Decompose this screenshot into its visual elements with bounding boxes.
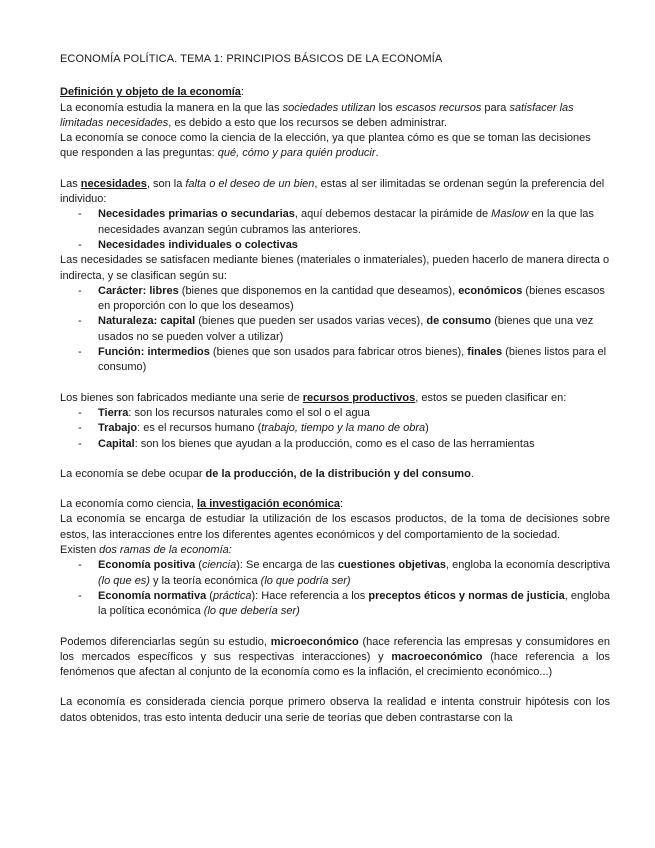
paragraph bbox=[60, 101, 610, 132]
bienes-list bbox=[60, 284, 610, 376]
keyword: microeconómico bbox=[270, 635, 359, 648]
text: : es el recursos humano ( bbox=[137, 422, 262, 435]
text: . bbox=[470, 467, 474, 480]
keyword: Función: intermedios bbox=[98, 346, 210, 359]
keyword: Tierra bbox=[98, 406, 129, 419]
recursos-list bbox=[60, 406, 610, 452]
paragraph-recursos bbox=[60, 391, 610, 406]
keyword: recursos productivos bbox=[302, 391, 416, 404]
text-italic: práctica bbox=[212, 589, 252, 602]
text: (bienes que son usados para fabricar otros bienes), bbox=[209, 346, 468, 359]
text: Las bbox=[60, 177, 81, 190]
keyword: Trabajo bbox=[98, 422, 138, 435]
text: (bienes listos para el consumo) bbox=[98, 346, 607, 374]
keyword: macroeconómico bbox=[391, 650, 483, 663]
text: (hace referencia a los fenómenos que afectan al conjunto de la economía como es la inflación, el crecimiento económico...) bbox=[60, 650, 611, 679]
list-item bbox=[60, 406, 610, 421]
text: ( bbox=[206, 589, 213, 602]
text-italic: trabajo, tiempo y la mano de obra bbox=[261, 422, 426, 435]
text: : son los bienes que ayudan a la producción, como es el caso de las herramientas bbox=[134, 437, 535, 450]
paragraph: Las necesidades se satisfacen mediante bienes (materiales o inmateriales), pueden hacerlo de manera directa o indirecta, y se clasifican según su: bbox=[60, 254, 610, 282]
text: (bienes que pueden ser usados varias veces), bbox=[195, 315, 427, 328]
text: Existen bbox=[60, 544, 100, 557]
document-title: ECONOMÍA POLÍTICA. TEMA 1: PRINCIPIOS BÁSICOS DE LA ECONOMÍA bbox=[60, 53, 443, 65]
necesidades-list bbox=[60, 207, 610, 253]
paragraph bbox=[60, 543, 610, 558]
ramas-list bbox=[60, 558, 610, 619]
keyword: Necesidades primarias o secundarias bbox=[98, 208, 295, 221]
text: La economía se debe ocupar bbox=[60, 467, 206, 480]
list-item bbox=[60, 421, 610, 436]
paragraph-ocupacion bbox=[60, 467, 610, 482]
keyword: finales bbox=[467, 346, 503, 359]
paragraph: La economía se encarga de estudiar la utilización de los escasos productos, de la toma de decisiones sobre estos, las interacciones entre los diferentes agentes económicos y del comportamiento de la sociedad. bbox=[60, 513, 610, 541]
document-page bbox=[60, 52, 610, 726]
text: , estas al ser ilimitadas se ordenan según la preferencia del individuo: bbox=[60, 177, 605, 206]
text: , son la bbox=[146, 177, 186, 190]
paragraph bbox=[60, 131, 610, 162]
paragraph-ciencia: La economía es considerada ciencia porque primero observa la realidad e intenta construir hipótesis con los datos obtenidos, tras esto intenta deducir una serie de teorías que deben contrastarse con la bbox=[60, 696, 610, 724]
heading-text: Definición y objeto de la economía bbox=[60, 86, 241, 99]
text: y la teoría económica bbox=[149, 574, 261, 587]
text: (bienes que disponemos en la cantidad que deseamos), bbox=[178, 284, 459, 297]
keyword: Economía positiva bbox=[98, 559, 196, 572]
text: (bienes que una vez usados no se pueden volver a utilizar) bbox=[98, 315, 594, 343]
text-italic: dos ramas de la economía: bbox=[99, 544, 232, 557]
text-italic: (lo que es) bbox=[98, 574, 150, 587]
list-item bbox=[60, 589, 610, 620]
text-italic: ciencia bbox=[201, 559, 237, 572]
text: , es debido a esto que los recursos se deben administrar. bbox=[168, 116, 448, 129]
text: ): Hace referencia a los bbox=[251, 589, 369, 602]
text: ) bbox=[425, 422, 429, 435]
text: : bbox=[340, 498, 344, 511]
paragraph-investigacion bbox=[60, 497, 610, 512]
list-item bbox=[60, 207, 610, 238]
keyword: Carácter: libres bbox=[98, 284, 179, 297]
paragraph-necesidades bbox=[60, 177, 610, 208]
list-item bbox=[60, 558, 610, 589]
list-item bbox=[60, 314, 610, 345]
list-item bbox=[60, 345, 610, 376]
text: ): Se encarga de las bbox=[236, 559, 338, 572]
text-italic: (lo que debería ser) bbox=[203, 605, 300, 618]
text: (bienes escasos en proporción con lo que los deseamos) bbox=[98, 284, 605, 313]
heading-colon: : bbox=[240, 86, 244, 99]
keyword: necesidades bbox=[80, 177, 147, 190]
keyword: Capital bbox=[98, 437, 135, 450]
keyword: cuestiones objetivas bbox=[337, 559, 447, 572]
keyword: de la producción, de la distribución y del consumo bbox=[205, 467, 471, 480]
text: La economía como ciencia, bbox=[60, 498, 197, 511]
keyword: preceptos éticos y normas de justicia bbox=[368, 589, 565, 602]
text: , engloba la política económica bbox=[98, 589, 610, 618]
text: ( bbox=[195, 559, 202, 572]
text: : son los recursos naturales como el sol o el agua bbox=[128, 406, 370, 419]
keyword: Economía normativa bbox=[98, 589, 207, 602]
text-italic: (lo que podría ser) bbox=[260, 574, 351, 587]
text-italic: Maslow bbox=[491, 208, 529, 221]
text: los bbox=[375, 101, 396, 114]
text: en la que las necesidades avanzan según cubramos las anteriores. bbox=[98, 208, 594, 236]
text: La economía se conoce como la ciencia de la elección, ya que plantea cómo es que se toman las decisiones que responden a las preguntas: bbox=[60, 132, 591, 160]
list-item bbox=[60, 284, 610, 315]
list-item bbox=[60, 437, 610, 452]
section-heading-definition bbox=[60, 85, 610, 100]
text-italic: falta o el deseo de un bien bbox=[185, 177, 315, 190]
text-italic: sociedades utilizan bbox=[282, 101, 376, 114]
text-italic: escasos recursos bbox=[395, 101, 482, 114]
text: (hace referencia las empresas y consumidores en los mercados específicos y sus respectivas interacciones) y bbox=[60, 635, 610, 663]
text: , estos se pueden clasificar en: bbox=[415, 391, 567, 404]
list-item bbox=[60, 238, 610, 253]
text-italic: qué, cómo y para quién producir bbox=[217, 147, 376, 160]
text: para bbox=[481, 101, 510, 114]
keyword: la investigación económica bbox=[196, 498, 341, 511]
text: La economía estudia la manera en la que las bbox=[60, 101, 283, 114]
text-italic: satisfacer las limitadas necesidades bbox=[60, 101, 574, 129]
keyword: Naturaleza: capital bbox=[98, 315, 196, 328]
text: Los bienes son fabricados mediante una serie de bbox=[60, 391, 303, 404]
text: , engloba la economía descriptiva bbox=[446, 559, 610, 572]
keyword: Necesidades individuales o colectivas bbox=[98, 238, 298, 251]
keyword: económicos bbox=[458, 284, 523, 297]
text: . bbox=[375, 147, 379, 160]
keyword: de consumo bbox=[426, 315, 492, 328]
text: Podemos diferenciarlas según su estudio, bbox=[60, 635, 271, 648]
text: , aquí debemos destacar la pirámide de bbox=[294, 208, 492, 221]
paragraph-micro-macro bbox=[60, 635, 610, 681]
